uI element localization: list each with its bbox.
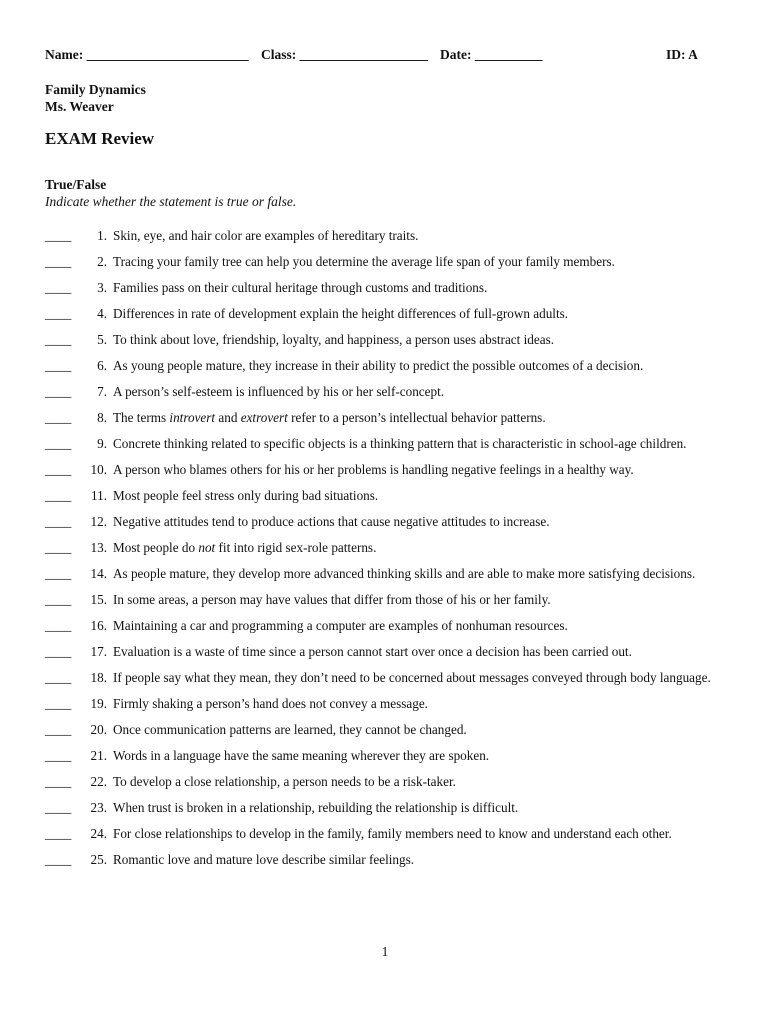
question-text: Skin, eye, and hair color are examples of hereditary traits.	[113, 228, 419, 243]
question-number: 1.	[97, 228, 107, 243]
question-item	[45, 539, 735, 557]
question-text: For close relationships to develop in the family, family members need to know and understand each other.	[113, 826, 672, 841]
answer-blank: ____	[45, 462, 72, 477]
question-item	[45, 747, 735, 765]
question-number: 2.	[97, 254, 107, 269]
answer-blank: ____	[45, 280, 72, 295]
section-title: True/False	[45, 177, 107, 192]
question-number: 16.	[90, 618, 107, 633]
question-item	[45, 227, 735, 245]
question-item	[45, 591, 735, 609]
answer-blank: ____	[45, 800, 72, 815]
question-text-part: fit into rigid sex-role patterns.	[215, 540, 377, 555]
question-text: Families pass on their cultural heritage through customs and traditions.	[113, 280, 488, 295]
question-number: 6.	[97, 358, 107, 373]
question-number: 5.	[97, 332, 107, 347]
answer-blank: ____	[45, 592, 72, 607]
question-number: 12.	[90, 514, 107, 529]
question-text: Firmly shaking a person’s hand does not convey a message.	[113, 696, 428, 711]
course-info	[45, 81, 146, 115]
question-item	[45, 851, 735, 869]
emphasized-term: not	[198, 540, 216, 555]
question-item	[45, 409, 735, 427]
answer-blank: ____	[45, 228, 72, 243]
answer-blank: ____	[45, 384, 72, 399]
question-number: 23.	[90, 800, 107, 815]
date-field: Date: __________	[440, 47, 543, 62]
question-text: A person’s self-esteem is influenced by his or her self-concept.	[113, 384, 445, 399]
question-item	[45, 643, 735, 661]
question-text: When trust is broken in a relationship, rebuilding the relationship is difficult.	[113, 800, 519, 815]
question-number: 15.	[90, 592, 107, 607]
answer-blank: ____	[45, 644, 72, 659]
question-number: 4.	[97, 306, 107, 321]
answer-blank: ____	[45, 358, 72, 373]
question-text: Evaluation is a waste of time since a person cannot start over once a decision has been carried out.	[113, 644, 632, 659]
answer-blank: ____	[45, 254, 72, 269]
emphasized-term: extrovert	[240, 410, 288, 425]
question-number: 14.	[90, 566, 107, 581]
question-number: 11.	[91, 488, 107, 503]
question-text: In some areas, a person may have values that differ from those of his or her family.	[113, 592, 551, 607]
answer-blank: ____	[45, 436, 72, 451]
question-item	[45, 825, 735, 843]
question-number: 24.	[90, 826, 107, 841]
question-number: 13.	[90, 540, 107, 555]
question-item	[45, 305, 735, 323]
question-number: 7.	[97, 384, 107, 399]
question-number: 3.	[97, 280, 107, 295]
question-text-part: refer to a person’s intellectual behavior patterns.	[287, 410, 546, 425]
teacher-name: Ms. Weaver	[45, 99, 114, 114]
student-info-header	[45, 47, 705, 65]
question-text: Concrete thinking related to specific objects is a thinking pattern that is characteristic in school-age children.	[113, 436, 687, 451]
question-item	[45, 617, 735, 635]
question-text	[113, 539, 735, 557]
question-text: As young people mature, they increase in their ability to predict the possible outcomes of a decision.	[113, 358, 644, 373]
section-instructions: Indicate whether the statement is true or false.	[45, 194, 297, 209]
question-item	[45, 799, 735, 817]
question-text-part: The terms	[113, 410, 170, 425]
question-text: Tracing your family tree can help you determine the average life span of your family members.	[113, 254, 615, 269]
exam-title: EXAM Review	[45, 129, 155, 148]
answer-blank: ____	[45, 410, 72, 425]
question-number: 17.	[90, 644, 107, 659]
question-item	[45, 487, 735, 505]
answer-blank: ____	[45, 514, 72, 529]
question-item	[45, 695, 735, 713]
question-text: As people mature, they develop more advanced thinking skills and are able to make more satisfying decisions.	[113, 566, 696, 581]
answer-blank: ____	[45, 670, 72, 685]
question-text: Negative attitudes tend to produce actions that cause negative attitudes to increase.	[113, 514, 550, 529]
question-text: To develop a close relationship, a person needs to be a risk-taker.	[113, 774, 456, 789]
page-number: 1	[381, 944, 389, 959]
question-text: Differences in rate of development explain the height differences of full-grown adults.	[113, 306, 569, 321]
question-item	[45, 461, 735, 479]
question-text: If people say what they mean, they don’t need to be concerned about messages conveyed through body language.	[113, 670, 711, 685]
question-item	[45, 383, 735, 401]
question-number: 9.	[97, 436, 107, 451]
question-number: 10.	[90, 462, 107, 477]
question-text: Once communication patterns are learned, they cannot be changed.	[113, 722, 467, 737]
question-text: Most people feel stress only during bad situations.	[113, 488, 379, 503]
question-text	[113, 409, 735, 427]
question-item	[45, 721, 735, 739]
question-item	[45, 279, 735, 297]
answer-blank: ____	[45, 566, 72, 581]
class-field: Class: ___________________	[261, 47, 428, 62]
course-title: Family Dynamics	[45, 82, 146, 97]
answer-blank: ____	[45, 540, 72, 555]
question-number: 8.	[97, 410, 107, 425]
question-text: A person who blames others for his or her problems is handling negative feelings in a healthy way.	[113, 462, 634, 477]
name-field: Name: ________________________	[45, 47, 249, 62]
question-number: 20.	[90, 722, 107, 737]
question-text-part: and	[215, 410, 241, 425]
answer-blank: ____	[45, 748, 72, 763]
question-item	[45, 773, 735, 791]
question-number: 25.	[90, 852, 107, 867]
question-number: 19.	[90, 696, 107, 711]
question-text: Words in a language have the same meaning wherever they are spoken.	[113, 748, 490, 763]
answer-blank: ____	[45, 618, 72, 633]
answer-blank: ____	[45, 332, 72, 347]
question-item	[45, 253, 735, 271]
question-text: Romantic love and mature love describe similar feelings.	[113, 852, 415, 867]
question-item	[45, 357, 735, 375]
answer-blank: ____	[45, 306, 72, 321]
emphasized-term: introvert	[169, 410, 216, 425]
question-text: To think about love, friendship, loyalty, and happiness, a person uses abstract ideas.	[113, 332, 555, 347]
exam-id: ID: A	[666, 47, 698, 62]
answer-blank: ____	[45, 488, 72, 503]
question-item	[45, 565, 735, 583]
question-number: 21.	[90, 748, 107, 763]
question-number: 22.	[90, 774, 107, 789]
answer-blank: ____	[45, 852, 72, 867]
question-text: Maintaining a car and programming a computer are examples of nonhuman resources.	[113, 618, 568, 633]
answer-blank: ____	[45, 826, 72, 841]
answer-blank: ____	[45, 722, 72, 737]
question-item	[45, 331, 735, 349]
question-item	[45, 513, 735, 531]
question-item	[45, 435, 735, 453]
question-list	[45, 227, 735, 877]
question-item	[45, 669, 735, 687]
question-number: 18.	[90, 670, 107, 685]
question-text-part: Most people do	[113, 540, 199, 555]
answer-blank: ____	[45, 696, 72, 711]
answer-blank: ____	[45, 774, 72, 789]
